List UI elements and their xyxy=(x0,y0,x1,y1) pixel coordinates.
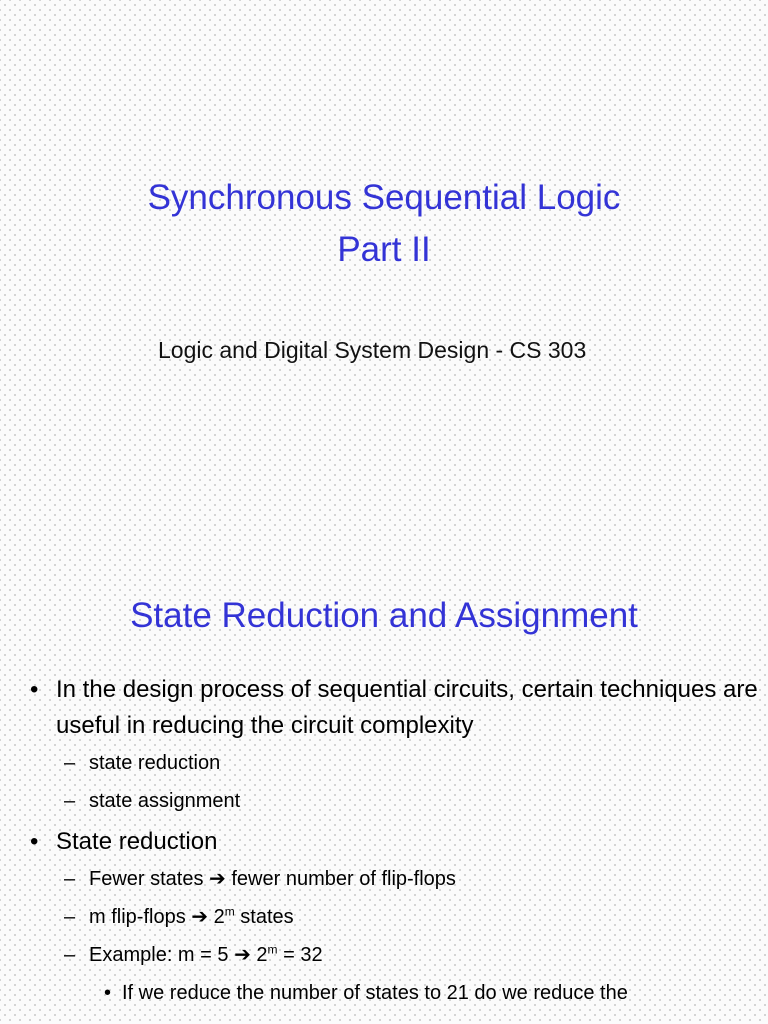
right-arrow-icon: ➔ xyxy=(191,906,209,928)
slide-title-heading xyxy=(0,172,768,276)
sub-bullet-text: Fewer states xyxy=(89,868,204,890)
power-base: 2 xyxy=(213,906,225,928)
bullet-marker: • xyxy=(30,676,39,703)
slide-subtitle: Logic and Digital System Design - CS 303 xyxy=(158,337,587,363)
title-line-1: Synchronous Sequential Logic xyxy=(147,178,621,217)
bullet-text: State reduction xyxy=(56,828,218,855)
sub-bullet-text: state reduction xyxy=(89,752,221,774)
sub-bullet-item xyxy=(0,748,768,778)
sub-bullet-text: state assignment xyxy=(89,790,241,812)
sub-sub-bullet-text: If we reduce the number of states to 21 do we reduce the xyxy=(122,982,628,1004)
bullet-marker: • xyxy=(104,982,112,1004)
sub-bullet-item xyxy=(0,864,768,894)
right-arrow-icon: ➔ xyxy=(234,944,251,966)
sub-bullet-text: states xyxy=(240,906,294,928)
dash-marker: – xyxy=(64,790,76,812)
dash-marker: – xyxy=(64,752,76,774)
bullet-text: In the design process of sequential circuits, certain techniques are useful in reducing the circuit complexity xyxy=(56,676,758,739)
sub-bullet-text: = 32 xyxy=(283,944,323,966)
slide-state-reduction xyxy=(0,560,768,1024)
bullet-item xyxy=(0,824,768,860)
power-base: 2 xyxy=(256,944,268,966)
bullet-list xyxy=(0,672,768,1008)
dash-marker: – xyxy=(64,906,76,928)
right-arrow-icon: ➔ xyxy=(209,868,226,890)
sub-bullet-item xyxy=(0,902,768,932)
power-exponent: m xyxy=(224,904,235,919)
bullet-item xyxy=(0,672,768,744)
sub-bullet-item xyxy=(0,940,768,970)
sub-bullet-text: fewer number of flip-flops xyxy=(231,868,456,890)
slide-heading: State Reduction and Assignment xyxy=(130,596,638,635)
sub-sub-bullet-item xyxy=(0,978,768,1008)
dash-marker: – xyxy=(64,868,76,890)
power-exponent: m xyxy=(267,942,278,957)
dash-marker: – xyxy=(64,944,76,966)
sub-bullet-item xyxy=(0,786,768,816)
sub-bullet-text: m flip-flops xyxy=(89,906,186,928)
title-line-2: Part II xyxy=(337,230,431,269)
sub-bullet-text: Example: m = 5 xyxy=(89,944,229,966)
bullet-marker: • xyxy=(30,828,39,855)
